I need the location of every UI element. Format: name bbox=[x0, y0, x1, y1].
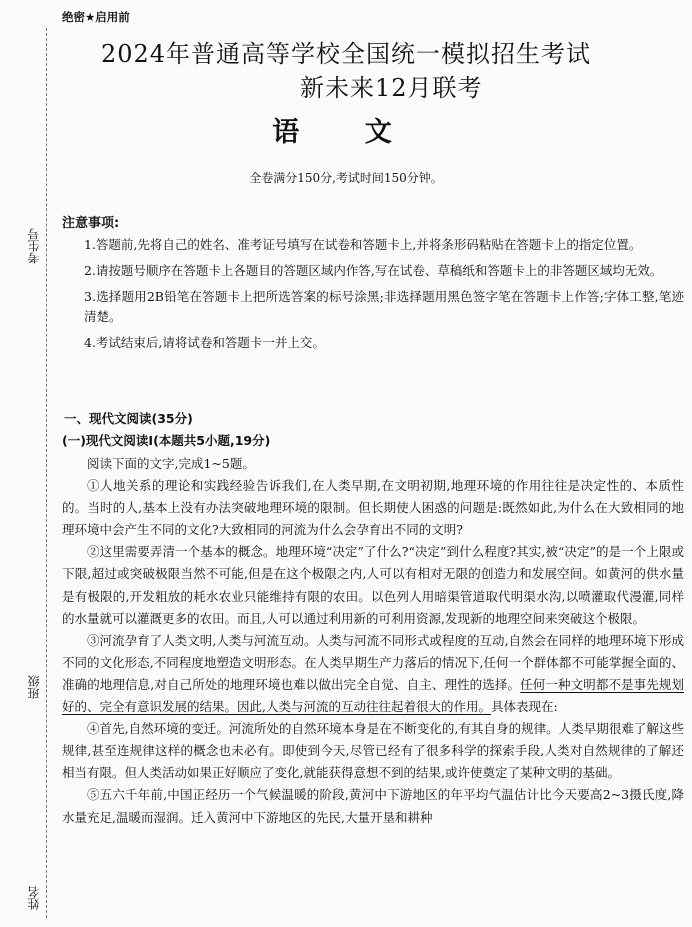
underlined-sentence: 任何一种文明都不是事先规划好的、完全有意识发展的结果。因此,人类与河流的互动往往起着很大的作用。 bbox=[62, 676, 684, 715]
class-label: 班级 bbox=[25, 672, 42, 702]
exam-title: 2024年普通高等学校全国统一模拟招生考试 bbox=[100, 40, 592, 68]
passage-text: 具体表现在: bbox=[490, 699, 558, 715]
reading-passage bbox=[62, 453, 684, 829]
passage-paragraph: ④首先,自然环境的变迁。河流所处的自然环境本身是在不断变化的,有其自身的规律。人类早期很难了解这些规律,甚至连规律这样的概念也未必有。即使到今天,尽管已经有了很多科学的探索手段,人类对自然规律的了解还相当有限。但人类活动如果正好顺应了变化,就能获得意想不到的结果,或许使奠定了某种文明的基础。 bbox=[62, 721, 684, 781]
notice-title: 注意事项: bbox=[62, 216, 120, 231]
confidential-label: 绝密★启用前 bbox=[62, 10, 130, 24]
passage-paragraph: ①人地关系的理论和实践经验告诉我们,在人类早期,在文明初期,地理环境的作用往往是决定性的、本质性的。当时的人,基本上没有办法突破地理环境的限制。但长期使人困惑的问题是:既然如此,为什么在大致相同的地理环境中会产生不同的文化?大致相同的河流为什么会孕育出不同的文明? bbox=[62, 478, 684, 538]
notice-item: 1.答题前,先将自己的姓名、准考证号填写在试卷和答题卡上,并将条形码粘贴在答题卡上的指定位置。 bbox=[84, 237, 642, 252]
instruction-text: 阅读下面的文字,完成1~5题。 bbox=[87, 456, 255, 471]
passage-paragraph: ②这里需要弄清一个基本的概念。地理环境“决定”了什么?“决定”到什么程度?其实,被“决定”的是一个上限或下限,超过或突破极限当然不可能,但是在这个极限之内,人可以有相对无限的创造力和发展空间。如黄河的供水量是有极限的,开发粗放的耗水农业只能维持有限的农田。以色列人用暗渠管道取代明渠水沟,以喷灌取代漫灌,同样的水量就可以灌溉更多的农田。而且,人可以通过利用新的可利用资源,发现新的地理空间来突破这个极限。 bbox=[62, 544, 684, 626]
subject-title: 语 文 bbox=[272, 117, 420, 148]
passage-paragraph: ⑤五六千年前,中国正经历一个气候温暖的阶段,黄河中下游地区的年平均气温估计比今天要高2~3摄氏度,降水量充足,温暖而湿润。迁入黄河中下游地区的先民,大量开垦和耕种 bbox=[62, 787, 684, 825]
passage-text: ③河流孕育了人类文明,人类与河流互动。人类与河流不同形式或程度的互动,自然会在同样的地理环境下形成不同的文化形态,不同程度地塑造文明形态。在人类早期生产力落后的情况下,任何一个群体都不可能掌握全面的、准确的地理信息,对自己所处的地理环境也难以做出完全自觉、自主、理性的选择。 bbox=[62, 632, 684, 692]
name-label: 姓名 bbox=[25, 883, 42, 913]
subsection-heading: (一)现代文阅读Ⅰ(本题共5小题,19分) bbox=[62, 433, 271, 448]
notice-item: 2.请按题号顺序在答题卡上各题目的答题区域内作答,写在试卷、草稿纸和答题卡上的非答题区域均无效。 bbox=[84, 263, 663, 278]
notice-item: 4.考试结束后,请将试卷和答题卡一并上交。 bbox=[84, 335, 325, 350]
score-info: 全卷满分150分,考试时间150分钟。 bbox=[249, 171, 443, 185]
binding-line bbox=[46, 28, 47, 918]
exam-number-label: 考生号 bbox=[25, 225, 42, 267]
passage-paragraph bbox=[62, 630, 684, 718]
exam-subtitle: 新未来12月联考 bbox=[300, 74, 483, 102]
notice-item: 3.选择题用2B铅笔在答题卡上把所选答案的标号涂黑;非选择题用黑色签字笔在答题卡上作答;字体工整,笔迹清楚。 bbox=[84, 289, 684, 324]
section-heading: 一、现代文阅读(35分) bbox=[64, 411, 193, 426]
notice-list bbox=[84, 235, 684, 359]
